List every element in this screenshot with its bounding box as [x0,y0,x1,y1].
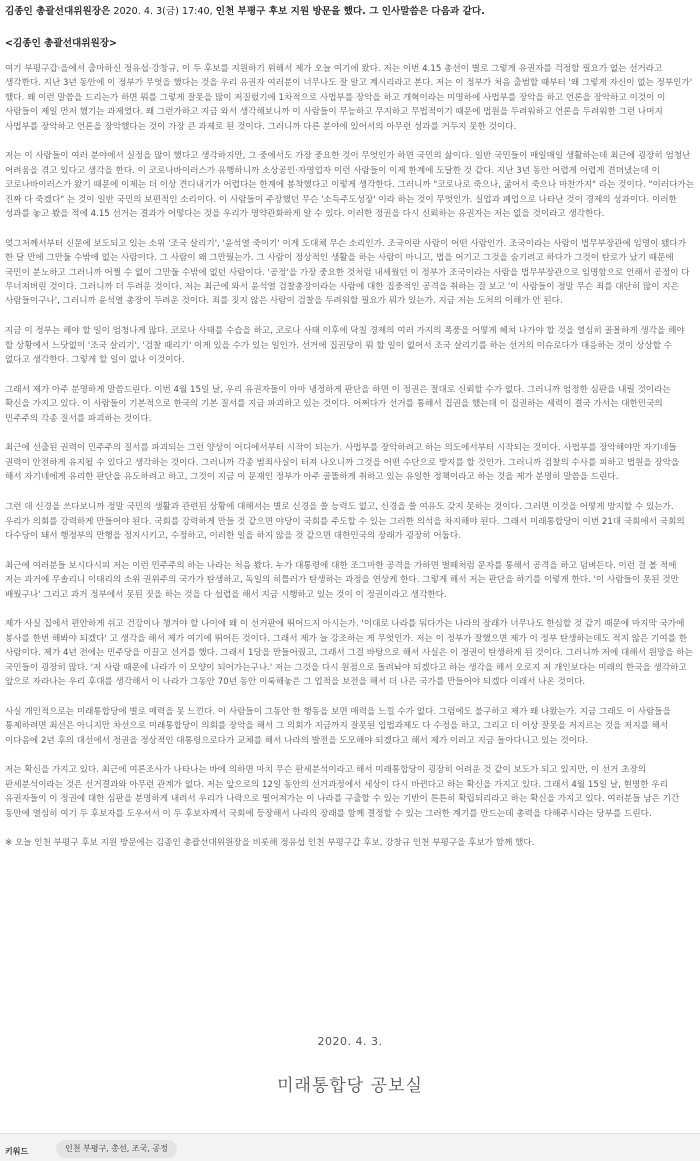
speech-paragraph: 엊그저께서부터 신문에 보도되고 있는 소위 '조국 살리기', '윤석열 죽이기' 이게 도대체 무슨 소리인가. 조국이란 사람이 어떤 사람인가. 조국이라는 사람이 법무부장관에 임명이 됐다가 한 달 만에 그만둘 수밖에 없는 사람이다. 그 사람이 왜 그만뒀는가. 그 사람이 정상적인 생활을 하는 사람이 아니고, 법을 어기고 그것을 숨기려고 하다가 그것이 탄로가 났기 때문에 국민이 분노하고 그러니까 어쩔 수 없이 그만둘 수밖에 없던 사람이다. '공정'을 가장 중요한 것처럼 내세웠던 이 정부가 조국이라는 사람을 법무부장관으로 임명함으로 인해서 공정이 다 무너져버린 것이다. 그러니까 더 두려운 것이다. 저는 최근에 와서 윤석열 검찰총장이라는 사람에 대한 집중적인 공격을 취하는 걸 보고 '이 사람들이 정말 무슨 죄를 대단히 많이 지은 사람들이구나', 그러니까 윤석열 총장이 두려운 것이다. 죄를 짓지 않은 사람이 검찰을 두려워할 필요가 뭐가 있는가. 지금 저는 도처의 이해가 안 된다. [5,238,690,307]
speech-paragraph: 사실 개인적으로는 미래통합당에 별로 매력을 못 느낀다. 이 사람들이 그동안 한 행동을 보면 매력을 느낄 수가 없다. 그럼에도 불구하고 제가 왜 나왔는가. 지금 그래도 이 사람들을 통제하려면 최선은 아니지만 차선으로 미래통합당이 의회를 장악을 해서 그 의회가 지금까지 잘못된 입법과제도 다 수정을 하고, 그리고 더 이상 잘못을 저지르는 것을 저지를 해서 이다음에 2년 후의 대선에서 정권을 정상적인 대통령으로다가 교체를 해서 나라의 발전을 도모해야 되겠다고 해서 제가 이러고 지금 돌아다니고 있는 것이다. [5,706,671,746]
speaker-heading: <김종인 총괄선대위원장> [5,38,118,49]
lead-speaker: 김종인 총괄선대위원장은 [5,6,111,17]
speech-paragraph: 그런 데 신경을 쓰다보니까 정말 국민의 생활과 관련된 상황에 대해서는 별로 신경을 쓸 능력도 없고, 신경을 쓸 여유도 갖지 못하는 것이다. 그러면 이것을 어떻게 방지할 수 있는가. 우리가 의회를 강력하게 만들어야 된다. 국회를 강력하게 만들 것 같으면 야당이 국회를 주도할 수 있는 그러한 의석을 차지해야 된다. 그래서 미래통합당이 이번 21대 국회에서 국회의 다수당이 돼서 행정부의 만행을 정지시키고, 수정하고, 이러한 일을 하지 않을 것 같으면 대한민국의 장래가 굉장히 어둡다. [5,502,685,541]
lead-summary: 인천 부평구 후보 지원 방문을 했다. 그 인사말씀은 다음과 같다. [215,6,485,17]
speech-paragraph: 지금 이 정부는 해야 할 일이 엄청나게 많다. 코로나 사태를 수습을 하고, 코로나 사태 이후에 닥칠 경제의 여러 가지의 폭풍을 어떻게 헤쳐 나가야 할 것을 열심히 골몰하게 생각을 해야 할 상황에서 느닷없이 '조국 살리기', '검찰 때리기' 이게 있을 수가 있는 일인가. 선거에 집권당이 뭐 할 일이 없어서 조국 살리기를 하는 선거의 이슈로다가 대응하는 것이 상상할 수 없다고 생각한다. 그렇게 할 일이 없나 이것이다. [5,326,685,366]
lead-sentence [5,5,695,18]
lead-datetime: 2020. 4. 3(금) 17:40, [110,6,216,17]
speech-paragraph: 그래서 제가 아주 분명하게 말씀드린다. 이번 4월 15일 날, 우리 유권자들이 아마 냉정하게 판단을 하면 이 정권은 절대로 신뢰할 수가 없다. 그러니까 엄정한 심판을 내릴 것이라는 확신을 가지고 있다. 이 사람들이 기본적으로 한국의 기본 질서를 지금 파괴하고 있는 것이다. 어쩌다가 선거를 통해서 집권을 했는데 이 집권하는 세력이 결국 가서는 대한민국의 민주주의 각종 질서를 파괴하는 것이다. [5,384,671,424]
attendance-note: ※ 오늘 인천 부평구 후보 지원 방문에는 김종인 총괄선대위원장을 비롯해 정유섭 인천 부평구갑 후보, 강창규 인천 부평구을 후보가 함께 했다. [5,838,535,849]
speech-paragraph: 제가 사실 집에서 편안하게 쉬고 건강이나 챙겨야 할 나이에 왜 이 선거판에 뛰어드지 아시는가. '이대로 나라를 둬다가는 나라의 장래가 너무나도 한심할 것 같기 때문에 마지막 국가에 봉사를 한번 해봐야 되겠다' 고 생각을 해서 제가 여기에 뛰어든 것이다. 그래서 제가 늘 강조하는 게 무엇인가. 저는 이 정부가 잘했으면 제가 이 정부 탄생하는데도 적지 않은 기여를 한 사람이다. 제가 4년 전에는 민주당을 이끌고 선거를 했다. 그래서 1당을 만들어줬고, 그래서 그걸 바탕으로 해서 사실은 이 정권이 탄생하게 된 것이다. 그러니까 저에 대해서 원망을 하는 국민들이 굉장히 많다. '저 사람 때문에 나라가 이 모양이 되어가는구나.' 저는 그것을 다시 원점으로 돌려놔야 되겠다고 하는 생각을 해서 오로지 저 개인보다는 미래의 한국을 생각하고 앞으로 자라나는 우리 후대를 생각해서 이 나라가 그동안 70년 동안 이룩해놓은 그 업적을 보전을 해서 더 나은 국가를 만들어야 되겠다 이래서 나온 것이다. [5,619,693,687]
speech-paragraph: 최근에 선출된 권력이 민주주의 질서를 파괴되는 그런 양상이 어디에서부터 시작이 되는가. 사법부를 장악하려고 하는 의도에서부터 시작되는 것이다. 사법부를 장악해야만 자기네들 권력이 안전하게 유지될 수 있다고 생각하는 것이다. 그러니까 각종 범죄사실이 터져 나오니까 그것을 어떤 수단으로 방지를 할 것인가. 그러니까 검찰의 수사를 피하고 법원을 장악을 해서 자기네에게 유리한 판단을 유도하려고 하고, 그것이 지금 이 문재인 정부가 아주 골똘하게 취하고 있는 유일한 정책이라고 하는 것을 제가 분명히 말씀을 드린다. [5,443,680,483]
speech-paragraph: 저는 이 사람들이 여러 분야에서 실정을 많이 했다고 생각하지만, 그 중에서도 가장 중요한 것이 무엇인가 하면 국민의 삶이다. 일반 국민들이 매일매일 생활하는데 최근에 굉장히 엄청난 어려움을 겪고 있다고 생각을 한다. 이 코로나바이러스가 유행하니까 소상공인·자영업자 이런 사람들이 이제 한계에 도달한 것 같다. 지난 3년 동안 어렵게 어렵게 견뎌냈는데 이 코로나바이러스가 왔기 때문에 이제는 더 이상 견디내기가 어렵다는 한계에 봉착했다고 이렇게 생각한다. 그러니까 "코로나로 죽으나, 굶어서 죽으나 마찬가지" 라는 것이다. "이러다가는 진짜 다 죽겠다" 는 것이 일반 국민의 보편적인 소리이다. 이 사람들이 주장했던 무슨 '소득주도성장' 이라 하는 것이 무엇인가. 실업과 폐업으로 나타난 것이 경제의 성과이다. 이러한 성과를 놓고 봤을 적에 4.15 선거는 결과가 어떻다는 것을 우리가 명약관화하게 알 수 있다. 이러한 정권을 다시 신뢰하는 유권자는 저는 없을 것이라고 생각한다. [5,151,695,220]
speech-paragraph: 여기 부평구갑·을에서 출마하신 정유섭·강창규, 이 두 후보를 지원하기 위해서 제가 오늘 여기에 왔다. 저는 이번 4.15 총선이 별로 그렇게 유권자를 걱정할 필요가 없는 선거라고 생각한다. 지난 3년 동안에 이 정부가 무엇을 했다는 것을 우리 유권자 여러분이 너무나도 잘 알고 계시리라고 본다. 저는 이 정부가 처음 출범할 때부터 '왜 그렇게 자신이 없는 정부인가' 했다. 왜 이런 말씀을 드리는가 하면 뭐를 그렇게 잘못을 많이 저질렀기에 1차적으로 사법부를 장악을 하고 개혁이라는 미명하에 사법부를 장악을 하고 언론을 장악하고 이것이 이 사람들이 제일 먼저 했기는 과제였다. 왜 그런가하고 지금 와서 생각해보니까 이 사람들이 무능하고 무지하고 무법적이기 때문에 법원을 두려워하고 언론을 두려워한 그런 나머지 사법부를 장악하고 언론을 장악했다는 것이 가장 큰 과제로 된 것이다. 그러니까 다른 분야에 있어서의 아무런 성과를 거두지 못한 것이다. [5,64,693,132]
keyword-label: 키워드 [5,1147,29,1156]
release-date: 2020. 4. 3. [317,1035,383,1048]
issuing-office: 미래통합당 공보실 [277,1076,423,1096]
speech-paragraph: 최근에 여러분들 보시다시피 저는 이런 민주주의 하는 나라는 처음 봤다. 누가 대통령에 대한 조그마한 공격을 가하면 벌떼처럼 문자를 통해서 공격을 하고 덤벼든다. 이런 걸 볼 적에 저는 과거에 무솔리니 이태리의 소위 권위주의 국가가 탄생하고, 독일의 히틀러가 탄생하는 과정을 연상케 한다. 그렇게 해서 저는 판단을 하기를 이렇게 한다. '이 사람들이 못된 것만 배웠구나' 그리고 과거 정부에서 못된 짓을 하는 것을 다 섭렵을 해서 지금 시행하고 있는 것이 이 정권이라고 생각한다. [5,560,679,600]
speech-body [5,62,695,866]
keyword-tag[interactable]: 인천 부평구, 총선, 조국, 공정 [56,1140,177,1158]
speech-paragraph: 저는 확신을 가지고 있다. 최근에 여론조사가 나타나는 바에 의하면 마치 무슨 판세분석이라고 해서 미래통합당이 굉장히 어려운 것 같이 보도가 되고 있지만, 이 선거 초장의 판세분석이라는 것은 선거결과와 아무런 관계가 없다. 저는 앞으로의 12일 동안의 선거과정에서 세상이 다시 바뀐다고 하는 확신을 가지고 있다. 그래서 4월 15일 날, 현명한 우리 유권자들이 이 정권에 대한 심판을 분명하게 내려서 우리가 나락으로 떨어져가는 이 나라를 구출할 수 있는 기반이 튼튼히 확립되리라고 하는 확신을 가지고 있다. 여러분들 남은 기간 동안에 열심히 여기 두 후보자를 도우셔서 이 두 후보자께서 국회에 등장해서 나라의 장래를 함께 결정할 수 있는 그러한 계기를 만드는데 총력을 다해주시라는 당부를 드린다. [5,765,680,819]
